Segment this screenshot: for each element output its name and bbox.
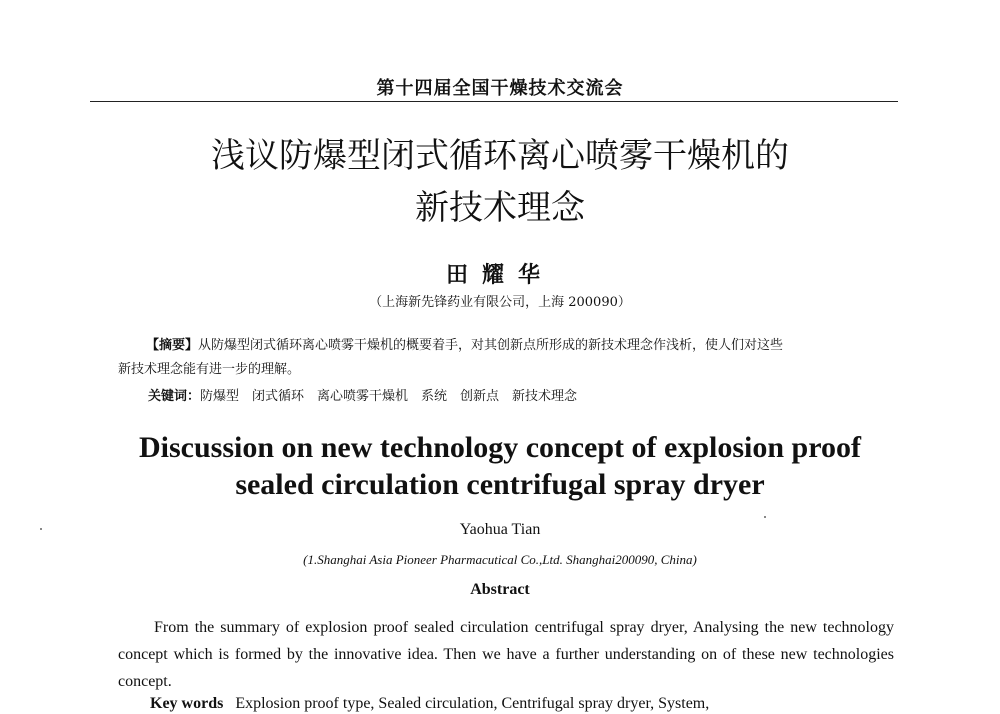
en-author: Yaohua Tian [459, 521, 541, 538]
scan-speck [764, 516, 766, 518]
en-abstract-text: From the summary of explosion proof sealed circulation centrifugal spray dryer, Analysing the new technology concept which is formed by the innovative idea. Then we have a further understanding on of these new technologies concept. [118, 619, 894, 690]
cn-title-line2: 新技术理念 [415, 188, 585, 228]
cn-abstract-text-line1: 从防爆型闭式循环离心喷雾干燥机的概要着手，对其创新点所形成的新技术理念作浅析，使人们对这些 [198, 338, 784, 353]
cn-abstract-line1 [118, 334, 892, 358]
cn-title-line1: 浅议防爆型闭式循环离心喷雾干燥机的 [211, 136, 789, 176]
scan-speck [40, 528, 42, 530]
conference-header: 第十四届全国干燥技术交流会 [376, 78, 624, 99]
en-affiliation: (1.Shanghai Asia Pioneer Pharmacutical Co.,Ltd. Shanghai200090, China) [303, 552, 697, 567]
cn-keywords-items: 防爆型 闭式循环 离心喷雾干燥机 系统 创新点 新技术理念 [200, 389, 578, 404]
en-abstract-heading: Abstract [470, 581, 530, 598]
en-keywords-items: Explosion proof type, Sealed circulation, Centrifugal spray dryer, System, [235, 695, 710, 712]
en-keywords-label: Key words [150, 695, 224, 712]
en-keywords [150, 694, 910, 714]
cn-affiliation: （上海新先锋药业有限公司，上海 200090） [369, 295, 631, 310]
cn-keywords-label: 关键词： [148, 389, 201, 404]
cn-abstract-text-line2: 新技术理念能有进一步的理解。 [118, 362, 301, 377]
en-title-line1: Discussion on new technology concept of explosion proof [139, 431, 861, 464]
cn-keywords [148, 385, 922, 409]
en-title-line2: sealed circulation centrifugal spray dryer [235, 468, 765, 501]
cn-abstract [118, 334, 892, 382]
cn-abstract-label: 【摘要】 [146, 338, 199, 353]
header-rule [90, 101, 898, 102]
cn-author: 田耀华 [445, 262, 554, 288]
